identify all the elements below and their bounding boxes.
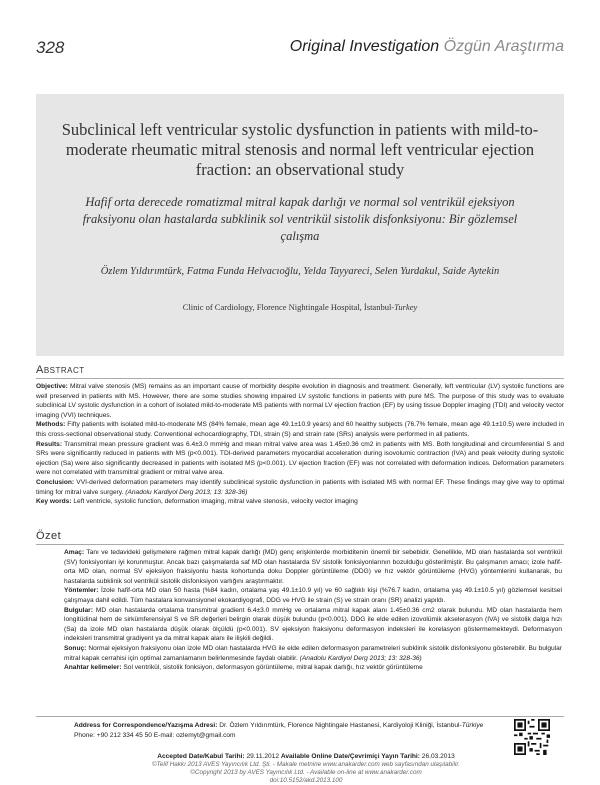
sonuc-label: Sonuç: [64,644,87,652]
ozet-heading-text: Özet [36,530,62,542]
abstract-methods [36,420,564,439]
online-label: Available Online Date/Çevrimiçi Yayın Tarihi: [280,753,420,760]
abstract-heading-text: Abstract [36,364,85,376]
bulgular-text: MD olan hastalarda ortalama transmitral gradient 6.4±3.0 mmHg ve ortalama mitral kapak alanı 1.45±0.36 cm2 olarak bulundu. MD olan hastalarda hem longitüdinal hem de sirkümferensiyal S ve SR değerleri belirgin olarak düşük bulundu (p<0.001). DDG ile elde edilen izovolümik akselerasyon (IVA) ve sistolik dalga hızı (Sa) da izole MD olan hastalarda düşük olarak ölçüldü (p<0.001). SV ejeksiyon fraksiyonu deformasyon indeksleri ile korelasyon göstermemekteydi. Deformasyon indeksleri transmitral gradiyent ya da mitral kapak alanı ile ilişkili değildi. [64,606,562,643]
yontemler-text: İzole hafif-orta MD olan 50 hasta (%84 kadın, ortalama yaş 49.1±10.9 yıl) ve 60 sağlıklı kişi (%76.7 kadın, ortalama yaş 49.1±10.5 yıl) gözlemsel kesitsel çalışmaya dahil edildi. Tüm hastalara konvansiyonel ekokardiyografi, DDG ve HVG ile strain (S) ve strain oranı (SR) analizi yapıldı. [64,587,562,604]
methods-text: Fifty patients with isolated mild-to-moderate MS (84% female, mean age 49.1±10.9 years) and 60 healthy subjects (76.7% female, mean age 49.1±10.5) were included in this cross-sectional observational study. Conventional echocardiography, TDI, strain (S) and strain rate (SRs) analysis were performed in all patients. [36,421,564,438]
results-text: Transmitral mean pressure gradient was 6.4±3.0 mmHg and mean mitral valve area was 1.45±0.36 cm2 in patients with MS. Both longitudinal and circumferential S and SRs were significantly reduced in patients with MS (p<0.001). TDI-derived parameters myocardial acceleration during isovolumic contraction (IVA) and peak velocity during systolic ejection (Sa) were also significantly decreased in patients with isolated MS (p<0.001). LV ejection fraction (EF) was not correlated with deformation indices. Deformation parameters were not correlated with transmitral gradient or mitral valve area. [36,440,564,477]
date-line [126,753,486,761]
abstract-results [36,440,564,478]
correspondence-text: Dr. Özlem Yıldırımtürk, Florence Nightingale Hastanesi, Kardiyoloji Kliniği, İstanbul- [217,722,462,729]
amac-text: Tanı ve tedavideki gelişmelere rağmen mitral kapak darlığı (MD) genç erişkinlerde morbiditenin önemli bir sebebidir. Genellikle, MD olan hastalarda sol ventrikül (SV) fonksiyonları iyi korunmuştur. Ancak bazı çalışmalarda saf MD olan hastalarda SV sistolik fonksiyonlarının bozulduğu gösterilmiştir. Bu çalışmanın amacı; izole hafif-orta MD olan, normal SV ejeksiyon fraksiyonlu hasta kohortunda doku Doppler görüntüleme (DDG) ve hız vektör görüntüleme (HVG) yöntemlerini kullanarak, bu hastalarda subklinik sol ventrikül sistolik disfonksiyon varlığını araştırmaktır. [64,549,562,585]
section-label [290,38,564,56]
accepted-label: Accepted Date/Kabul Tarihi: [157,753,245,760]
abstract-conclusion [36,478,564,497]
ozet-body [64,548,562,673]
qr-code-icon [514,719,550,755]
bulgular-label: Bulgular: [64,606,93,614]
abstract-body [36,382,564,507]
abstract-keywords [36,497,564,507]
article-title-en: Subclinical left ventricular systolic dysfunction in patients with mild-to-moderate rheumatic mitral stenosis and normal left ventricular ejection fraction: an observational study [61,120,539,179]
affiliation-country: Turkey [394,302,418,312]
correspondence [74,721,484,740]
abstract-heading [36,364,564,379]
online-date: 26.03.2013 [419,753,455,760]
section-label-tr: Özgün Araştırma [443,38,564,55]
page-number: 328 [36,38,65,57]
affiliation [36,302,564,312]
methods-label: Methods: [36,421,66,429]
doi: doi:10.5152/akd.2013.100 [269,777,343,784]
publication-dates [126,753,486,785]
ozet-anahtar [64,663,562,673]
keywords-label: Key words: [36,498,72,506]
anahtar-label: Anahtar kelimeler: [64,664,122,672]
ozet-amac [64,548,562,586]
copyright-en: ©Copyright 2013 by AVES Yayıncılık Ltd. - Available on-line at www.anakarder.com [190,769,422,776]
correspondence-contact: Phone: +90 212 334 45 50 E-mail: ozlemyt@gmail.com [74,731,236,739]
abstract-objective [36,382,564,420]
author-list: Özlem Yıldırımtürk, Fatma Funda Helvacıoğlu, Yelda Tayyareci, Selen Yurdakul, Saide Aytekin [100,266,500,277]
correspondence-label: Address for Correspondence/Yazışma Adresi: [74,722,218,729]
ozet-sonuc [64,644,562,663]
correspondence-country: Türkiye [461,722,484,729]
conclusion-citation: (Anadolu Kardiyol Derg 2013; 13: 328-36) [125,488,248,496]
title-block [36,94,564,356]
yontemler-label: Yöntemler: [64,587,99,595]
sonuc-citation: (Anadolu Kardiyol Derg 2013; 13: 328-36) [299,654,422,662]
affiliation-text: Clinic of Cardiology, Florence Nightingale Hospital, İstanbul- [182,302,395,312]
accepted-date: 29.11.2012 [244,753,281,760]
ozet-bulgular [64,606,562,644]
results-label: Results: [36,440,63,448]
conclusion-label: Conclusion: [36,478,75,486]
sonuc-text: Normal ejeksiyon fraksiyonu olan izole MD olan hastalarda HVG ile elde edilen deformasyon parametreleri subklinik sistolik disfonksiyonu gösterebilir. Bu bulgular mitral kapak cerrahisi için optimal zamanlamanın belirlenmesinde faydalı olabilir. [64,644,562,662]
amac-label: Amaç: [64,549,85,556]
article-title-tr: Hafif orta derecede romatizmal mitral kapak darlığı ve normal sol ventrikül ejeksiyon fraksiyonu olan hastalarda subklinik sol ventrikül sistolik disfonksiyonu: Bir gözlemsel çalışma [82,195,518,243]
conclusion-text: VVI-derived deformation parameters may identify subclinical systolic dysfunction in patients with isolated MS with normal EF. These findings may give way to optimal timing for mitral valve surgery. [36,478,564,496]
page-footer [36,716,564,784]
copyright-tr: ©Telif Hakkı 2013 AVES Yayıncılık Ltd. Şti. - Makale metnine www.anakarder.com web sayfasından ulaşılabilir. [152,761,460,768]
objective-text: Mitral valve stenosis (MS) remains as an important cause of morbidity despite evolution in diagnosis and treatment. Generally, left ventricular (LV) systolic functions are well preserved in patients with MS. However, there are some studies showing impaired LV systolic functions in patients with pure MS. The purpose of this study was to evaluate subclinical LV systolic dysfunction in a cohort of isolated mild-to-moderate MS patients with normal LV ejection fraction (EF) by using tissue Doppler imaging (TDI) and velocity vector imaging (VVI) techniques. [36,383,564,419]
objective-label: Objective: [36,383,68,390]
keywords-text: Left ventricle, systolic function, deformation imaging, mitral valve stenosis, velocity vector imaging [71,498,358,506]
section-label-en: Original Investigation [289,38,440,55]
anahtar-text: Sol ventrikül, sistolik fonksiyon, deformasyon görüntüleme, mitral kapak darlığı, hız vektör görüntüleme [121,664,423,672]
ozet-yontemler [64,586,562,605]
ozet-heading [36,530,564,545]
